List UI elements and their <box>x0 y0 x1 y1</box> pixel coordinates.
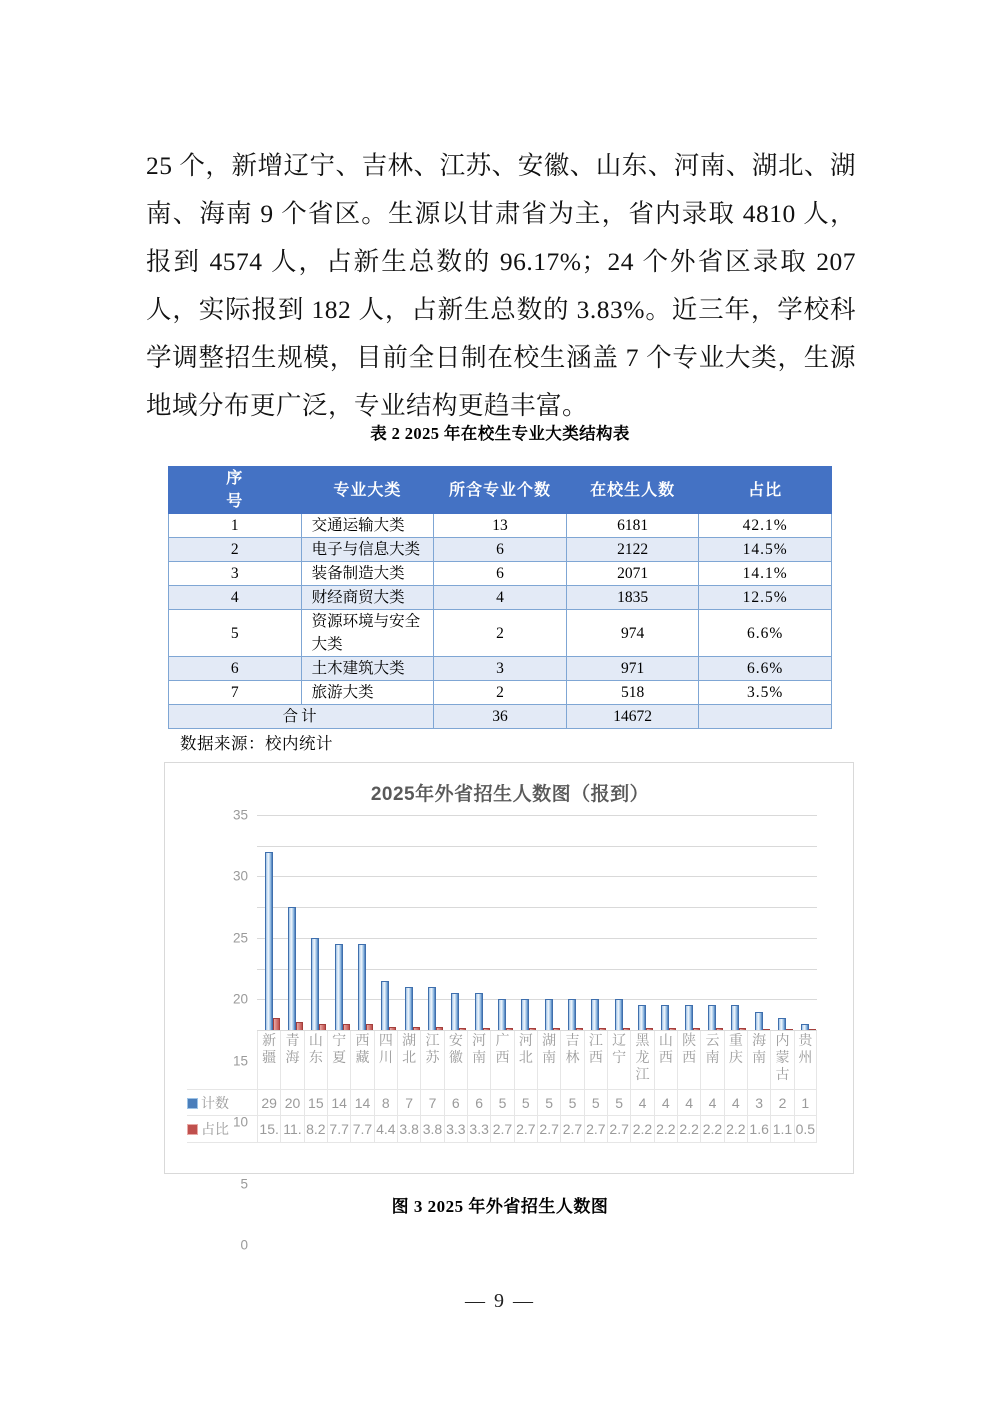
category-label: 四川 <box>374 1031 397 1089</box>
bar-count <box>265 852 273 1030</box>
category-label: 山西 <box>654 1031 677 1089</box>
y-axis-tick-label: 15 <box>232 1053 248 1069</box>
cell-pct: 14.5% <box>699 538 832 562</box>
bar-percentage <box>576 1028 583 1030</box>
bar-group <box>490 815 513 1030</box>
y-axis-tick-label: 25 <box>232 930 248 946</box>
legend-value-count: 4 <box>700 1090 723 1116</box>
bar-group <box>444 815 467 1030</box>
bar-count <box>428 987 436 1030</box>
bar-count <box>801 1024 809 1030</box>
legend-value-percentage: 3.8 <box>420 1116 443 1142</box>
cell-students: 974 <box>566 610 699 657</box>
cell-students: 518 <box>566 681 699 705</box>
bar-percentage <box>809 1029 816 1030</box>
category-label: 河北 <box>514 1031 537 1089</box>
category-label: 湖南 <box>537 1031 560 1089</box>
category-label: 广西 <box>490 1031 513 1089</box>
legend-value-count: 2 <box>770 1090 793 1116</box>
legend-value-count: 7 <box>420 1090 443 1116</box>
bar-count <box>615 999 623 1030</box>
bar-group <box>794 815 817 1030</box>
bar-group <box>257 815 280 1030</box>
legend-value-count: 14 <box>327 1090 350 1116</box>
bar-percentage <box>413 1027 420 1030</box>
legend-swatch-pct-icon <box>187 1124 198 1135</box>
bar-percentage <box>716 1028 723 1030</box>
legend-value-count: 8 <box>374 1090 397 1116</box>
bar-count <box>451 993 459 1030</box>
bar-group <box>700 815 723 1030</box>
bar-group <box>607 815 630 1030</box>
chart-category-axis <box>257 1031 817 1089</box>
figure-caption: 图 3 2025 年外省招生人数图 <box>391 1197 609 1216</box>
category-label: 内蒙古 <box>770 1031 793 1089</box>
bar-count <box>288 907 296 1030</box>
bar-count <box>311 938 319 1030</box>
category-label: 云南 <box>700 1031 723 1089</box>
cell-no: 3 <box>169 562 302 586</box>
legend-value-percentage: 3.3 <box>444 1116 467 1142</box>
legend-value-count: 20 <box>280 1090 303 1116</box>
bar-percentage <box>319 1024 326 1030</box>
cell-majors: 13 <box>434 514 567 538</box>
cell-no: 7 <box>169 681 302 705</box>
cell-students: 2071 <box>566 562 699 586</box>
category-label: 江西 <box>584 1031 607 1089</box>
chart-legend-table <box>187 1089 817 1141</box>
category-label: 西藏 <box>350 1031 373 1089</box>
category-label: 重庆 <box>724 1031 747 1089</box>
y-axis-tick-label: 20 <box>232 991 248 1007</box>
bar-count <box>498 999 506 1030</box>
legend-value-percentage: 2.7 <box>537 1116 560 1142</box>
bar-percentage <box>506 1028 513 1030</box>
bar-group <box>537 815 560 1030</box>
bar-percentage <box>599 1028 606 1030</box>
cell-total-label: 合计 <box>169 705 434 729</box>
legend-value-count: 5 <box>584 1090 607 1116</box>
bar-percentage <box>763 1029 770 1030</box>
bar-count <box>731 1005 739 1030</box>
legend-value-count: 4 <box>677 1090 700 1116</box>
chart-title: 2025年外省招生人数图（报到） <box>370 784 650 805</box>
y-axis-tick-label: 0 <box>240 1237 248 1253</box>
cell-name: 交通运输大类 <box>301 514 434 538</box>
bar-percentage <box>529 1028 536 1030</box>
table-row <box>169 657 832 681</box>
legend-label-count: 计数 <box>201 1095 229 1111</box>
table-row <box>169 681 832 705</box>
bar-group <box>630 815 653 1030</box>
cell-no: 6 <box>169 657 302 681</box>
legend-value-percentage: 15. <box>257 1116 280 1142</box>
bar-percentage <box>693 1028 700 1030</box>
bar-percentage <box>483 1028 490 1030</box>
legend-value-count: 1 <box>794 1090 817 1116</box>
bar-count <box>405 987 413 1030</box>
table-row <box>169 562 832 586</box>
bar-group <box>770 815 793 1030</box>
bar-count <box>358 944 366 1030</box>
cell-name: 电子与信息大类 <box>301 538 434 562</box>
cell-no: 5 <box>169 610 302 657</box>
th-major-count: 所含专业个数 <box>434 467 567 514</box>
bar-percentage <box>459 1028 466 1030</box>
legend-value-percentage: 2.2 <box>677 1116 700 1142</box>
cell-majors: 3 <box>434 657 567 681</box>
bar-percentage <box>296 1022 303 1030</box>
cell-students: 2122 <box>566 538 699 562</box>
cell-majors: 4 <box>434 586 567 610</box>
bar-count <box>381 981 389 1030</box>
legend-value-percentage: 1.1 <box>770 1116 793 1142</box>
category-label: 陕西 <box>677 1031 700 1089</box>
legend-value-percentage: 2.7 <box>607 1116 630 1142</box>
cell-majors: 6 <box>434 562 567 586</box>
bar-percentage <box>786 1029 793 1030</box>
legend-value-count: 6 <box>444 1090 467 1116</box>
bar-percentage <box>366 1024 373 1030</box>
legend-value-count: 5 <box>560 1090 583 1116</box>
legend-value-percentage: 4.4 <box>374 1116 397 1142</box>
table-row <box>169 586 832 610</box>
cell-students: 6181 <box>566 514 699 538</box>
cell-majors: 2 <box>434 610 567 657</box>
bar-group <box>280 815 303 1030</box>
data-source-note: 数据来源：校内统计 <box>180 734 333 753</box>
legend-value-percentage: 2.2 <box>724 1116 747 1142</box>
bar-group <box>514 815 537 1030</box>
th-percentage: 占比 <box>699 467 832 514</box>
bar-percentage <box>669 1028 676 1030</box>
category-label: 辽宁 <box>607 1031 630 1089</box>
bar-count <box>591 999 599 1030</box>
bar-percentage <box>623 1028 630 1030</box>
cell-name: 旅游大类 <box>301 681 434 705</box>
bar-percentage <box>553 1028 560 1030</box>
category-label: 江苏 <box>420 1031 443 1089</box>
category-label: 海南 <box>747 1031 770 1089</box>
cell-majors: 2 <box>434 681 567 705</box>
legend-values-count <box>257 1090 817 1116</box>
bar-group <box>467 815 490 1030</box>
th-serial-no-line1: 序 <box>226 470 244 487</box>
legend-value-percentage: 2.2 <box>654 1116 677 1142</box>
th-major-category: 专业大类 <box>301 467 434 514</box>
legend-value-count: 4 <box>654 1090 677 1116</box>
legend-value-percentage: 2.2 <box>630 1116 653 1142</box>
legend-value-count: 6 <box>467 1090 490 1116</box>
legend-value-percentage: 8.2 <box>304 1116 327 1142</box>
th-student-count: 在校生人数 <box>566 467 699 514</box>
bar-group <box>584 815 607 1030</box>
bar-group <box>654 815 677 1030</box>
legend-value-percentage: 2.2 <box>700 1116 723 1142</box>
cell-pct: 6.6% <box>699 657 832 681</box>
bar-group <box>560 815 583 1030</box>
legend-key-count <box>187 1090 257 1116</box>
cell-majors: 6 <box>434 538 567 562</box>
bar-count <box>475 993 483 1030</box>
legend-value-count: 5 <box>537 1090 560 1116</box>
bar-count <box>638 1005 646 1030</box>
cell-name: 资源环境与安全大类 <box>301 610 434 657</box>
cell-no: 1 <box>169 514 302 538</box>
body-paragraph: 25 个，新增辽宁、吉林、江苏、安徽、山东、河南、湖北、湖南、海南 9 个省区。生源以甘肃省为主，省内录取 4810 人，报到 4574 人，占新生总数的 96.17%；24 个外省区录取 207 人，实际报到 182 人，占新生总数的 3.83%。近三年，学校科学调整招生规模，目前全日制在校生涵盖 7 个专业大类，生源地域分布更广泛，专业结构更趋丰富。 <box>146 150 856 420</box>
legend-value-percentage: 7.7 <box>350 1116 373 1142</box>
legend-key-pct <box>187 1116 257 1142</box>
category-label: 贵州 <box>794 1031 817 1089</box>
legend-value-percentage: 11. <box>280 1116 303 1142</box>
legend-value-percentage: 3.3 <box>467 1116 490 1142</box>
category-label: 新疆 <box>257 1031 280 1089</box>
legend-value-percentage: 7.7 <box>327 1116 350 1142</box>
legend-label-pct: 占比 <box>201 1121 229 1137</box>
cell-students: 1835 <box>566 586 699 610</box>
bar-group <box>374 815 397 1030</box>
legend-value-count: 5 <box>514 1090 537 1116</box>
legend-value-count: 5 <box>490 1090 513 1116</box>
cell-pct: 6.6% <box>699 610 832 657</box>
legend-values-pct <box>257 1116 817 1142</box>
legend-value-count: 4 <box>630 1090 653 1116</box>
bar-group <box>327 815 350 1030</box>
bar-percentage <box>273 1018 280 1030</box>
category-label: 吉林 <box>560 1031 583 1089</box>
bar-group <box>724 815 747 1030</box>
category-label: 宁夏 <box>327 1031 350 1089</box>
legend-value-count: 29 <box>257 1090 280 1116</box>
legend-value-percentage: 1.6 <box>747 1116 770 1142</box>
cell-pct: 12.5% <box>699 586 832 610</box>
legend-value-percentage: 2.7 <box>584 1116 607 1142</box>
bar-count <box>568 999 576 1030</box>
legend-value-count: 5 <box>607 1090 630 1116</box>
table-title: 表 2 2025 年在校生专业大类结构表 <box>370 424 630 443</box>
legend-value-count: 4 <box>724 1090 747 1116</box>
bar-count <box>778 1018 786 1030</box>
bar-count <box>708 1005 716 1030</box>
legend-value-percentage: 3.8 <box>397 1116 420 1142</box>
category-label: 青海 <box>280 1031 303 1089</box>
bar-count <box>661 1005 669 1030</box>
legend-swatch-count-icon <box>187 1098 198 1109</box>
legend-value-count: 15 <box>304 1090 327 1116</box>
bar-percentage <box>436 1027 443 1030</box>
th-serial-no-line2: 号 <box>226 493 244 510</box>
cell-pct: 3.5% <box>699 681 832 705</box>
bar-group <box>350 815 373 1030</box>
bar-percentage <box>739 1028 746 1030</box>
table-row <box>169 514 832 538</box>
table-total-row <box>169 705 832 729</box>
bar-group <box>304 815 327 1030</box>
bar-count <box>685 1005 693 1030</box>
y-axis-tick-label: 10 <box>232 1114 248 1130</box>
table-row <box>169 610 832 657</box>
cell-pct: 14.1% <box>699 562 832 586</box>
category-label: 河南 <box>467 1031 490 1089</box>
bar-percentage <box>389 1027 396 1030</box>
cell-total-students: 14672 <box>566 705 699 729</box>
bar-group <box>420 815 443 1030</box>
cell-no: 4 <box>169 586 302 610</box>
category-label: 黑龙江 <box>630 1031 653 1089</box>
bar-count <box>335 944 343 1030</box>
bar-percentage <box>343 1024 350 1030</box>
legend-row-count <box>187 1089 817 1116</box>
table-row <box>169 538 832 562</box>
enrollment-structure-table <box>168 466 832 729</box>
legend-value-count: 3 <box>747 1090 770 1116</box>
legend-value-count: 7 <box>397 1090 420 1116</box>
bar-group <box>677 815 700 1030</box>
y-axis-tick-label: 5 <box>240 1176 248 1192</box>
table-header-row <box>169 467 832 514</box>
cell-students: 971 <box>566 657 699 681</box>
category-label: 山东 <box>304 1031 327 1089</box>
cell-name: 土木建筑大类 <box>301 657 434 681</box>
legend-value-percentage: 0.5 <box>794 1116 817 1142</box>
legend-row-pct <box>187 1115 817 1143</box>
chart-bars <box>257 815 817 1030</box>
cell-total-majors: 36 <box>434 705 567 729</box>
cell-name: 财经商贸大类 <box>301 586 434 610</box>
y-axis-tick-label: 30 <box>232 868 248 884</box>
legend-value-percentage: 2.7 <box>514 1116 537 1142</box>
y-axis-tick-label: 35 <box>232 807 248 823</box>
th-serial-no <box>169 467 302 514</box>
category-label: 安徽 <box>444 1031 467 1089</box>
cell-total-pct <box>699 705 832 729</box>
category-label: 湖北 <box>397 1031 420 1089</box>
bar-count <box>545 999 553 1030</box>
bar-count <box>755 1012 763 1030</box>
page-number: — 9 — <box>465 1290 535 1312</box>
bar-group <box>747 815 770 1030</box>
cell-name: 装备制造大类 <box>301 562 434 586</box>
cell-no: 2 <box>169 538 302 562</box>
bar-count <box>521 999 529 1030</box>
table-body <box>169 514 832 729</box>
legend-value-percentage: 2.7 <box>560 1116 583 1142</box>
bar-group <box>397 815 420 1030</box>
bar-percentage <box>646 1028 653 1030</box>
cell-pct: 42.1% <box>699 514 832 538</box>
legend-value-count: 14 <box>350 1090 373 1116</box>
legend-value-percentage: 2.7 <box>490 1116 513 1142</box>
